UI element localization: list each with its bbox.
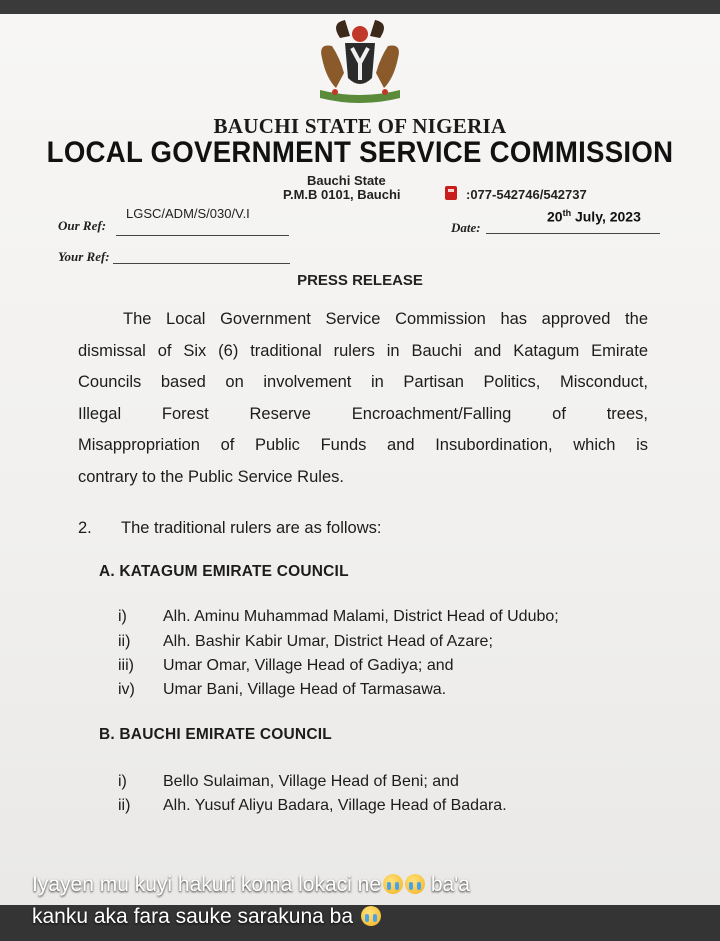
caption-line-1: Iyayen mu kuyi hakuri koma lokaci ne ba'a xyxy=(32,873,470,896)
your-ref-underline xyxy=(113,263,290,264)
your-ref-label: Your Ref: xyxy=(58,249,110,264)
date-underline xyxy=(486,233,660,234)
body-line: Misappropriation of Public Funds and Insubordination, which is xyxy=(78,436,648,454)
press-release-title: PRESS RELEASE xyxy=(297,272,423,289)
body-line: The Local Government Service Commission has approved the xyxy=(123,310,648,328)
our-ref-underline xyxy=(116,235,289,236)
date-label: Date: xyxy=(451,220,481,235)
caption-line-2: kanku aka fara sauke sarakuna ba xyxy=(32,905,381,929)
phone-icon xyxy=(445,186,457,200)
paragraph-2-number: 2. xyxy=(78,519,92,537)
our-ref-label: Our Ref: xyxy=(58,218,107,233)
state-name: BAUCHI STATE OF NIGERIA xyxy=(213,114,507,138)
commission-name: LOCAL GOVERNMENT SERVICE COMMISSION xyxy=(46,136,674,169)
section-a-heading: A. KATAGUM EMIRATE COUNCIL xyxy=(99,563,349,580)
body-line: Illegal Forest Reserve Encroachment/Falling of trees, xyxy=(78,404,648,423)
body-line: contrary to the Public Service Rules. xyxy=(78,467,344,486)
address-line-1: Bauchi State xyxy=(307,173,386,188)
our-ref-value: LGSC/ADM/S/030/V.I xyxy=(126,206,250,221)
section-b-heading: B. BAUCHI EMIRATE COUNCIL xyxy=(99,726,332,743)
press-release-document: BAUCHI STATE OF NIGERIA LOCAL GOVERNMENT SERVICE COMMISSION Bauchi State P.M.B 0101, Bauchi :077-542746/542737 Our Ref: LGSC/ADM/S/030/V.I Date: 20th July, 2023 Your Ref: PRESS RELEASE The Local Government Service Commission has approved the dismissal of Six (6) traditional rulers in Bauchi and Katagum Emirate Councils based on involvement in Partisan Politics, Misconduct, Illegal Forest Reserve Encroachment/Falling of trees, Misappropriation of Public Funds and Insubordination, which is contrary to the Public Service Rules. 2. The traditional rulers are as follows: A. KATAGUM EMIRATE COUNCIL i) Alh. Aminu Muhammad Malami, District Head of Udubo; ii) Alh. Bashir Kabir Umar, District Head of Azare; iii) Umar Omar, Village Head of Gadiya; and iv) Umar Bani, Village Head of Tarmasawa. B. BAUCHI EMIRATE COUNCIL i) Bello Sulaiman, Village Head of Beni; and ii) Alh. Yusuf Aliyu Badara, Village Head of Badara. xyxy=(0,14,720,941)
body-paragraph xyxy=(78,304,648,493)
loudly-crying-face-icon xyxy=(361,906,381,926)
loudly-crying-face-icon xyxy=(383,874,403,894)
body-line: Councils based on involvement in Partisan Politics, Misconduct, xyxy=(78,373,648,391)
body-line: dismissal of Six (6) traditional rulers in Bauchi and Katagum Emirate xyxy=(78,341,648,360)
date-value: 20th July, 2023 xyxy=(547,208,641,225)
phone-number: :077-542746/542737 xyxy=(466,187,587,202)
address-line-2: P.M.B 0101, Bauchi xyxy=(283,187,401,202)
top-bar xyxy=(0,0,720,14)
coat-of-arms-icon xyxy=(300,18,420,108)
paragraph-2-text: The traditional rulers are as follows: xyxy=(121,519,382,537)
loudly-crying-face-icon xyxy=(405,874,425,894)
